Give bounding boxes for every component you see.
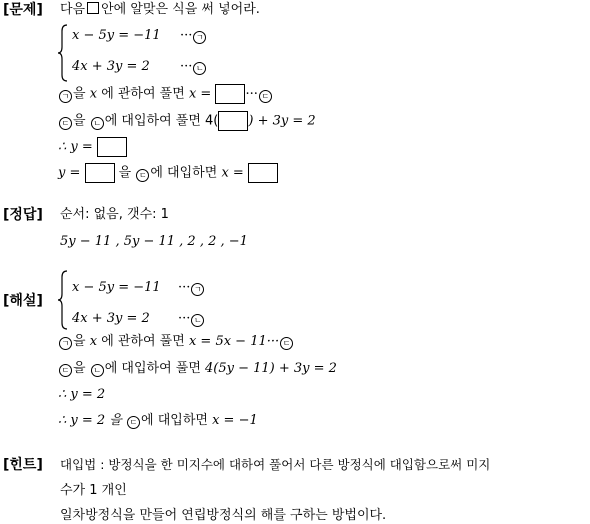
answer-blank-5[interactable] xyxy=(248,163,278,183)
circled-1-icon: ㄱ xyxy=(191,283,204,296)
solution-equation-2-tag: ··· ㄴ xyxy=(178,311,205,327)
problem-equation-2: 4x + 3y = 2 xyxy=(72,59,150,74)
problem-step-4: y = 을 ㄷ 에 대입하면 x = xyxy=(58,163,278,183)
solution-label: [해설] xyxy=(3,293,43,309)
circled-3-icon: ㄷ xyxy=(59,364,72,377)
hint-line-3: 일차방정식을 만들어 연립방정식의 해를 구하는 방법이다. xyxy=(60,508,387,523)
answer-label: [정답] xyxy=(3,207,43,223)
solution-step-2: ㄷ 을 ㄴ 에 대입하여 풀면 4(5y − 11) + 3y = 2 xyxy=(58,361,337,377)
problem-step-3: ∴ y = xyxy=(58,137,127,157)
circled-2-icon: ㄴ xyxy=(91,117,104,130)
problem-equation-1-tag: ··· ㄱ xyxy=(180,28,207,44)
problem-step-2: ㄷ 을 ㄴ 에 대입하여 풀면 4( ) + 3y = 2 xyxy=(58,111,316,131)
system-brace-icon xyxy=(57,24,69,82)
circled-3-icon: ㄷ xyxy=(127,416,140,429)
answer-values: 5y − 11 , 5y − 11 , 2 , 2 , −1 xyxy=(60,234,248,249)
problem-intro: 다음 안에 알맞은 식을 써 넣어라. xyxy=(60,2,260,17)
circled-3-icon: ㄷ xyxy=(259,90,272,103)
hint-line-1: 대입법 : 방정식을 한 미지수에 대하여 풀어서 다른 방정식에 대입함으로써 미지 xyxy=(60,457,491,472)
answer-blank-2[interactable] xyxy=(218,111,248,131)
system-brace-icon xyxy=(57,270,69,330)
circled-2-icon: ㄴ xyxy=(91,364,104,377)
problem-equation-2-tag: ··· ㄴ xyxy=(180,59,207,75)
circled-1-icon: ㄱ xyxy=(59,337,72,350)
hint-line-2: 수가 1 개인 xyxy=(60,483,127,498)
circled-3-icon: ㄷ xyxy=(280,337,293,350)
solution-step-4: ∴ y = 2 을 ㄷ 에 대입하면 x = −1 xyxy=(58,413,258,428)
circled-2-icon: ㄴ xyxy=(191,314,204,327)
solution-equation-1: x − 5y = −11 xyxy=(72,280,161,295)
hint-label: [힌트] xyxy=(3,457,43,473)
solution-equation-1-tag: ··· ㄱ xyxy=(178,280,205,296)
answer-blank-4[interactable] xyxy=(85,163,115,183)
problem-equation-1: x − 5y = −11 xyxy=(72,28,161,43)
answer-blank-1[interactable] xyxy=(215,84,245,104)
solution-step-3: ∴ y = 2 xyxy=(58,387,106,402)
circled-1-icon: ㄱ xyxy=(193,31,206,44)
blank-square-icon xyxy=(87,2,99,14)
circled-3-icon: ㄷ xyxy=(136,169,149,182)
circled-2-icon: ㄴ xyxy=(193,62,206,75)
problem-label: [문제] xyxy=(3,2,43,18)
answer-meta: 순서: 없음, 갯수: 1 xyxy=(60,207,169,222)
circled-3-icon: ㄷ xyxy=(59,117,72,130)
solution-step-1: ㄱ 을 x 에 관하여 풀면 x = 5x − 11··· ㄷ xyxy=(58,334,294,350)
answer-blank-3[interactable] xyxy=(97,137,127,157)
problem-step-1: ㄱ 을 x 에 관하여 풀면 x = ··· ㄷ xyxy=(58,84,273,104)
circled-1-icon: ㄱ xyxy=(59,90,72,103)
solution-equation-2: 4x + 3y = 2 xyxy=(72,311,150,326)
